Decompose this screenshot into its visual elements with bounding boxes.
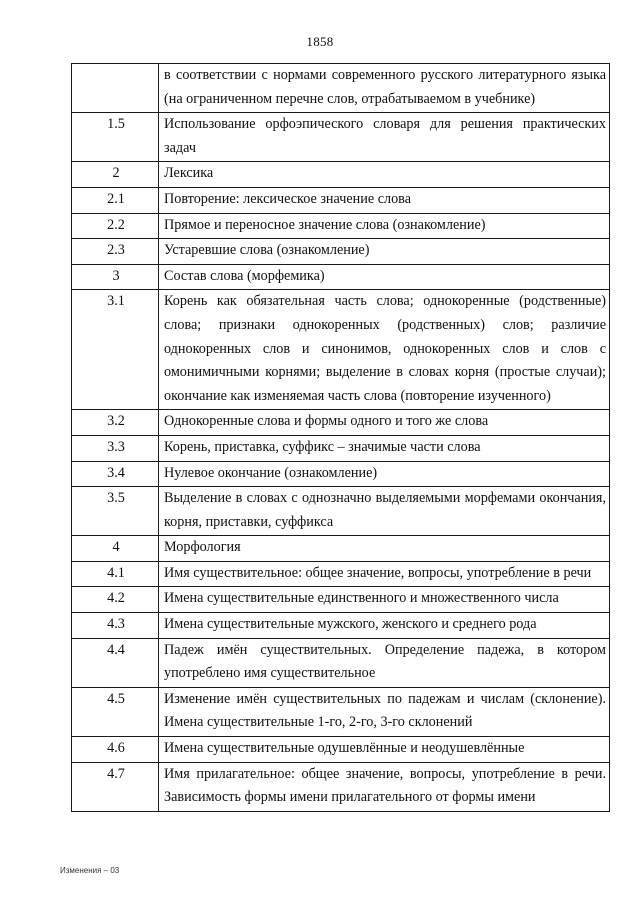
section-text: Повторение: лексическое значение слова — [159, 187, 610, 213]
page-number: 1858 — [306, 34, 334, 49]
table-body — [72, 64, 610, 812]
section-text: Имена существительные единственного и множественного числа — [159, 587, 610, 613]
section-number: 4.4 — [72, 638, 159, 687]
section-number: 3 — [72, 264, 159, 290]
table-row — [72, 762, 610, 811]
section-text: Падеж имён существительных. Определение падежа, в котором употреблено имя существительное — [159, 638, 610, 687]
table-row — [72, 638, 610, 687]
table-row — [72, 461, 610, 487]
section-text: Устаревшие слова (ознакомление) — [159, 239, 610, 265]
section-number: 2.2 — [72, 213, 159, 239]
section-number: 1.5 — [72, 113, 159, 162]
section-text: Имена существительные мужского, женского и среднего рода — [159, 613, 610, 639]
section-number: 4.7 — [72, 762, 159, 811]
section-text: Изменение имён существительных по падежам и числам (склонение). Имена существительные 1-го, 2-го, 3-го склонений — [159, 687, 610, 736]
section-number: 4.5 — [72, 687, 159, 736]
section-number: 3.2 — [72, 410, 159, 436]
section-number: 4.3 — [72, 613, 159, 639]
table-row — [72, 587, 610, 613]
table-row — [72, 487, 610, 536]
section-number: 4.6 — [72, 737, 159, 763]
section-text: Имена существительные одушевлённые и неодушевлённые — [159, 737, 610, 763]
section-number: 4 — [72, 536, 159, 562]
table-row — [72, 239, 610, 265]
table-row — [72, 687, 610, 736]
section-text: Состав слова (морфемика) — [159, 264, 610, 290]
section-number: 4.2 — [72, 587, 159, 613]
section-text: Корень как обязательная часть слова; однокоренные (родственные) слова; признаки однокоренных (родственных) слов; различие однокоренных слов и синонимов, однокоренных слов и слов с омонимичными корнями; выделение в словах корня (простые случаи); окончание как изменяемая часть слова (повторение изученного) — [159, 290, 610, 410]
section-number: 3.1 — [72, 290, 159, 410]
table-row — [72, 64, 610, 113]
section-text: Однокоренные слова и формы одного и того же слова — [159, 410, 610, 436]
table-row — [72, 737, 610, 763]
section-text: Нулевое окончание (ознакомление) — [159, 461, 610, 487]
table-row — [72, 290, 610, 410]
section-number: 4.1 — [72, 561, 159, 587]
table-row — [72, 435, 610, 461]
section-number — [72, 64, 159, 113]
table-row — [72, 113, 610, 162]
table-row — [72, 213, 610, 239]
table-row — [72, 187, 610, 213]
section-number: 3.5 — [72, 487, 159, 536]
section-text: Использование орфоэпического словаря для решения практических задач — [159, 113, 610, 162]
section-number: 2.3 — [72, 239, 159, 265]
section-number: 3.4 — [72, 461, 159, 487]
section-text: Лексика — [159, 162, 610, 188]
table-row — [72, 162, 610, 188]
table-row — [72, 410, 610, 436]
section-text: Имя прилагательное: общее значение, вопросы, употребление в речи. Зависимость формы имени прилагательного от формы имени — [159, 762, 610, 811]
section-text: в соответствии с нормами современного русского литературного языка (на ограниченном перечне слов, отрабатываемом в учебнике) — [159, 64, 610, 113]
revision-footer: Изменения – 03 — [60, 866, 120, 875]
section-text: Имя существительное: общее значение, вопросы, употребление в речи — [159, 561, 610, 587]
section-text: Выделение в словах с однозначно выделяемыми морфемами окончания, корня, приставки, суффикса — [159, 487, 610, 536]
table-row — [72, 536, 610, 562]
section-text: Корень, приставка, суффикс – значимые части слова — [159, 435, 610, 461]
table-row — [72, 561, 610, 587]
section-number: 2.1 — [72, 187, 159, 213]
section-text: Прямое и переносное значение слова (ознакомление) — [159, 213, 610, 239]
table-row — [72, 613, 610, 639]
table-row — [72, 264, 610, 290]
section-number: 2 — [72, 162, 159, 188]
curriculum-table — [71, 63, 610, 812]
section-number: 3.3 — [72, 435, 159, 461]
section-text: Морфология — [159, 536, 610, 562]
